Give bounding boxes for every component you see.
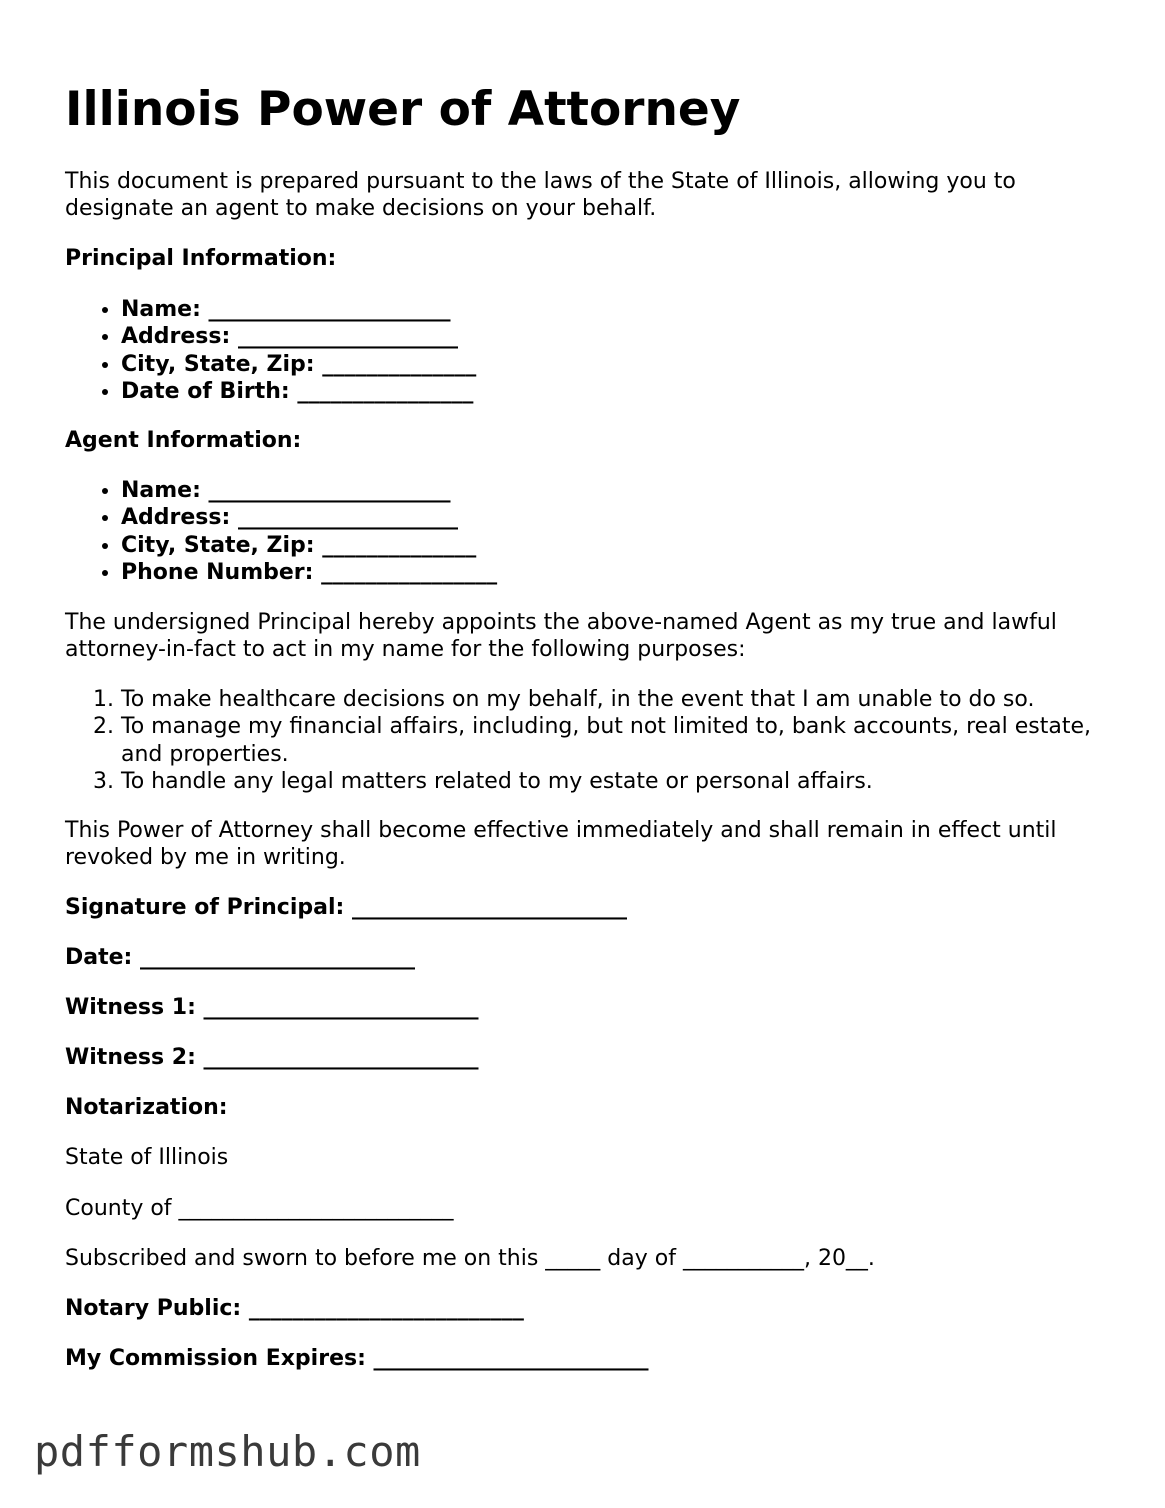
agent-phone-field: • Phone Number: ________________ bbox=[121, 559, 1125, 586]
witness-2-line: Witness 2: _________________________ bbox=[65, 1045, 479, 1070]
appointment-paragraph: The undersigned Principal hereby appoints the above-named Agent as my true and lawful attorney-in-fact to act in my name for the following purposes: bbox=[65, 610, 1057, 663]
principal-fields bbox=[65, 296, 1125, 405]
purpose-item-financial: 2. To manage my financial affairs, including, but not limited to, bank accounts, real estate, and properties. bbox=[121, 713, 1125, 768]
notarization-heading: Notarization: bbox=[65, 1095, 228, 1120]
commission-expires-line: My Commission Expires: _________________________ bbox=[65, 1346, 649, 1371]
effective-paragraph: This Power of Attorney shall become effective immediately and shall remain in effect until revoked by me in writing. bbox=[65, 818, 1057, 871]
watermark: pdfformshub.com bbox=[34, 1427, 421, 1476]
intro-paragraph: This document is prepared pursuant to the laws of the State of Illinois, allowing you to designate an agent to make decisions on your behalf. bbox=[65, 169, 1016, 222]
agent-city-state-zip-field: • City, State, Zip: ______________ bbox=[121, 532, 1125, 559]
notary-public-line: Notary Public: _________________________ bbox=[65, 1296, 524, 1321]
principal-heading: Principal Information: bbox=[65, 246, 337, 271]
agent-heading: Agent Information: bbox=[65, 428, 302, 453]
agent-fields bbox=[65, 477, 1125, 586]
purpose-item-healthcare: 1. To make healthcare decisions on my behalf, in the event that I am unable to do so. bbox=[121, 686, 1125, 713]
principal-field-list bbox=[65, 296, 1125, 405]
state-line: State of Illinois bbox=[65, 1145, 229, 1170]
principal-name-field: • Name: ______________________ bbox=[121, 296, 1125, 323]
sworn-line: Subscribed and sworn to before me on this _____ day of ___________, 20__. bbox=[65, 1246, 875, 1271]
county-line: County of _________________________ bbox=[65, 1196, 454, 1221]
principal-dob-field: • Date of Birth: ________________ bbox=[121, 378, 1125, 405]
witness-1-line: Witness 1: _________________________ bbox=[65, 995, 479, 1020]
agent-field-list bbox=[65, 477, 1125, 586]
date-line: Date: _________________________ bbox=[65, 945, 416, 970]
agent-name-field: • Name: ______________________ bbox=[121, 477, 1125, 504]
purposes bbox=[65, 686, 1125, 795]
page-title: Illinois Power of Attorney bbox=[65, 82, 741, 137]
purpose-list bbox=[65, 686, 1125, 795]
principal-signature-line: Signature of Principal: _________________________ bbox=[65, 895, 627, 920]
principal-address-field: • Address: ____________________ bbox=[121, 323, 1125, 350]
agent-address-field: • Address: ____________________ bbox=[121, 504, 1125, 531]
purpose-item-legal: 3. To handle any legal matters related to my estate or personal affairs. bbox=[121, 768, 1125, 795]
principal-city-state-zip-field: • City, State, Zip: ______________ bbox=[121, 351, 1125, 378]
